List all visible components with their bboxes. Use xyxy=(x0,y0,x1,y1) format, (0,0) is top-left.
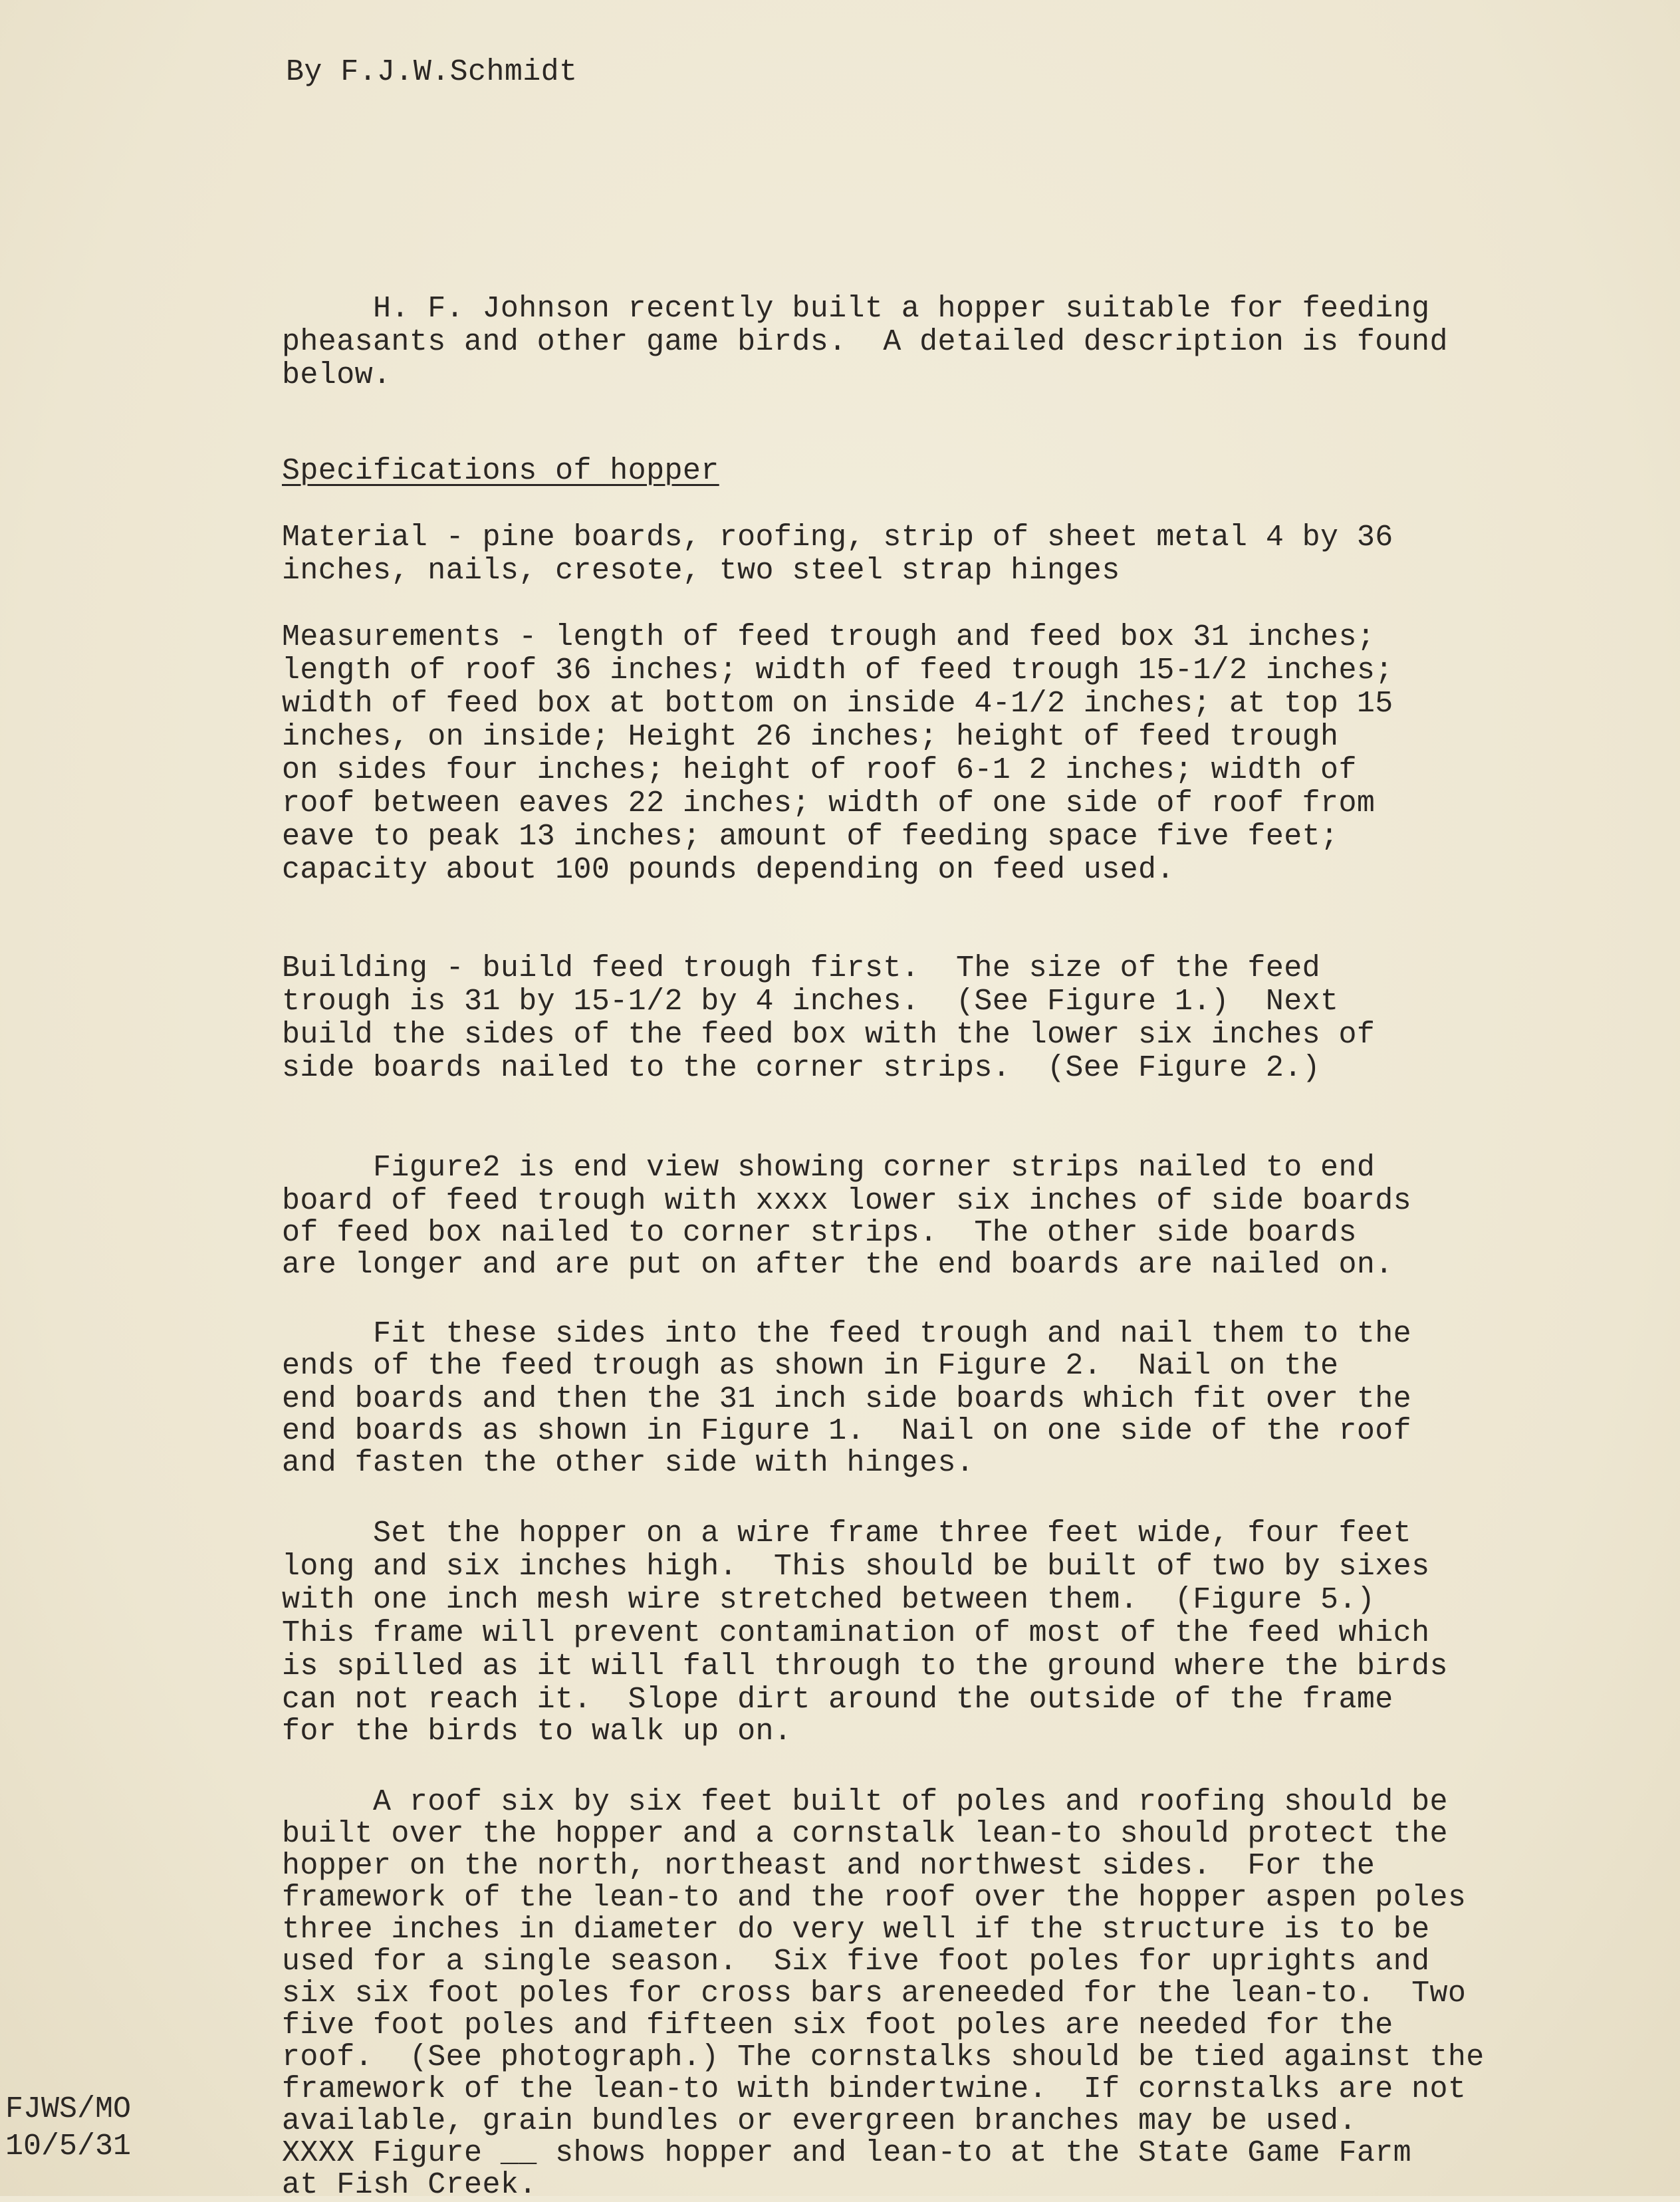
set-line: This frame will prevent contamination of most of the feed which xyxy=(282,1616,1430,1650)
measurements-line: eave to peak 13 inches; amount of feeding space five feet; xyxy=(282,820,1339,854)
fit-line: Fit these sides into the feed trough and nail them to the xyxy=(282,1317,1412,1351)
figure2-line: of feed box nailed to corner strips. The other side boards xyxy=(282,1216,1357,1250)
roof-line: available, grain bundles or evergreen branches may be used. xyxy=(282,2104,1357,2138)
set-line: long and six inches high. This should be built of two by sixes xyxy=(282,1550,1430,1584)
byline: By F.J.W.Schmidt xyxy=(286,55,578,89)
roof-line: framework of the lean-to with bindertwine. If cornstalks are not xyxy=(282,2072,1467,2106)
material-line: inches, nails, cresote, two steel strap hinges xyxy=(282,554,1120,588)
set-line: is spilled as it will fall through to the ground where the birds xyxy=(282,1650,1448,1683)
figure2-line: board of feed trough with xxxx lower six inches of side boards xyxy=(282,1184,1412,1218)
building-line: build the sides of the feed box with the lower six inches of xyxy=(282,1018,1376,1052)
building-line: Building - build feed trough first. The size of the feed xyxy=(282,951,1321,985)
set-line: with one inch mesh wire stretched between them. (Figure 5.) xyxy=(282,1583,1376,1617)
roof-line: five foot poles and fifteen six foot poles are needed for the xyxy=(282,2009,1393,2042)
fit-line: and fasten the other side with hinges. xyxy=(282,1446,975,1480)
intro-line: pheasants and other game birds. A detailed description is found xyxy=(282,325,1448,359)
measurements-line: roof between eaves 22 inches; width of one side of roof from xyxy=(282,787,1376,820)
set-line: Set the hopper on a wire frame three feet wide, four feet xyxy=(282,1517,1412,1550)
roof-line: hopper on the north, northeast and northwest sides. For the xyxy=(282,1849,1376,1883)
roof-line: roof. (See photograph.) The cornstalks should be tied against the xyxy=(282,2040,1485,2074)
measurements-line: length of roof 36 inches; width of feed trough 15-1/2 inches; xyxy=(282,654,1393,687)
intro-line: below. xyxy=(282,358,392,392)
measurements-line: on sides four inches; height of roof 6-1 2 inches; width of xyxy=(282,753,1357,787)
fit-line: ends of the feed trough as shown in Figure 2. Nail on the xyxy=(282,1349,1339,1383)
measurements-line: Measurements - length of feed trough and feed box 31 inches; xyxy=(282,620,1376,654)
memo-date: 10/5/31 xyxy=(5,2130,132,2163)
fit-line: end boards and then the 31 inch side boards which fit over the xyxy=(282,1382,1412,1416)
building-line: side boards nailed to the corner strips. (See Figure 2.) xyxy=(282,1051,1321,1085)
typist-initials: FJWS/MO xyxy=(5,2092,132,2126)
set-line: for the birds to walk up on. xyxy=(282,1715,792,1749)
roof-line: framework of the lean-to and the roof over the hopper aspen poles xyxy=(282,1881,1467,1915)
set-line: can not reach it. Slope dirt around the outside of the frame xyxy=(282,1683,1393,1717)
building-line: trough is 31 by 15-1/2 by 4 inches. (See Figure 1.) Next xyxy=(282,985,1339,1019)
figure2-line: are longer and are put on after the end boards are nailed on. xyxy=(282,1248,1393,1282)
fit-line: end boards as shown in Figure 1. Nail on one side of the roof xyxy=(282,1414,1412,1448)
intro-line: H. F. Johnson recently built a hopper suitable for feeding xyxy=(282,292,1430,326)
roof-line: built over the hopper and a cornstalk lean-to should protect the xyxy=(282,1817,1448,1851)
section-heading: Specifications of hopper xyxy=(282,454,719,488)
material-line: Material - pine boards, roofing, strip of sheet metal 4 by 36 xyxy=(282,521,1393,554)
measurements-line: inches, on inside; Height 26 inches; height of feed trough xyxy=(282,720,1339,754)
roof-line: three inches in diameter do very well if the structure is to be xyxy=(282,1913,1430,1947)
roof-line: at Fish Creek. xyxy=(282,2168,537,2202)
roof-line: A roof six by six feet built of poles and roofing should be xyxy=(282,1785,1448,1819)
measurements-line: capacity about 100 pounds depending on feed used. xyxy=(282,853,1175,887)
figure2-line: Figure2 is end view showing corner strips nailed to end xyxy=(282,1151,1376,1185)
roof-line: used for a single season. Six five foot poles for uprights and xyxy=(282,1945,1430,1979)
roof-line: six six foot poles for cross bars areneeded for the lean-to. Two xyxy=(282,1977,1467,2011)
roof-line: XXXX Figure __ shows hopper and lean-to at the State Game Farm xyxy=(282,2136,1412,2170)
measurements-line: width of feed box at bottom on inside 4-1/2 inches; at top 15 xyxy=(282,687,1393,721)
